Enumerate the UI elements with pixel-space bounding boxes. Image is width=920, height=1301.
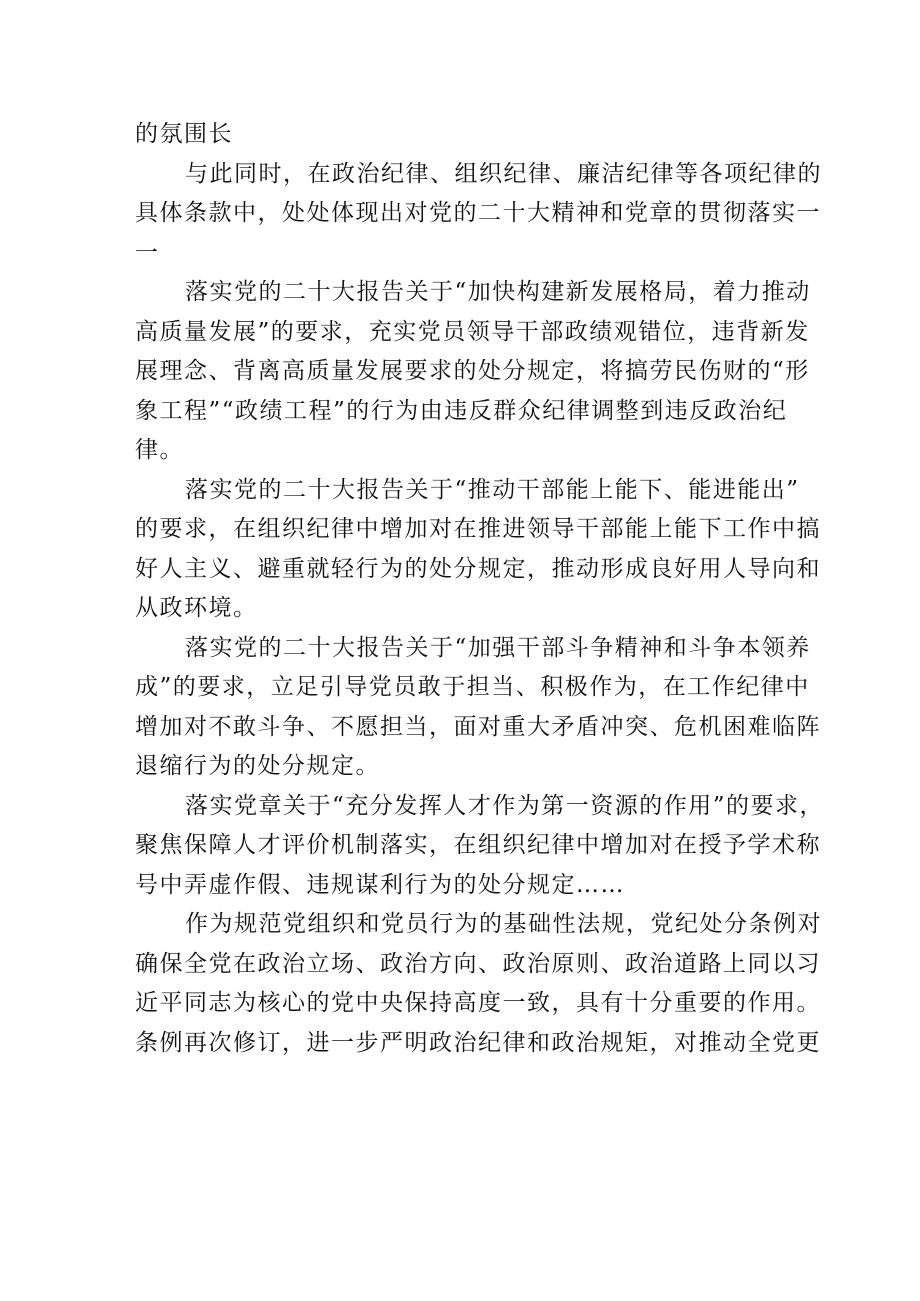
- text-line: 落实党的二十大报告关于“推动干部能上能下、能进能出”: [185, 476, 800, 503]
- text-line: 落实党章关于“充分发挥人才作为第一资源的作用”的要求，: [185, 792, 825, 819]
- text-line: 确保全党在政治立场、政治方向、政治原则、政治道路上同以习: [135, 950, 821, 977]
- text-line: 从政环境。: [135, 595, 258, 621]
- text-line: 象工程”“政绩工程”的行为由违反群众纪律调整到违反政治纪: [135, 397, 788, 424]
- text-line: 展理念、背离高质量发展要求的处分规定，将搞劳民伤财的“形: [135, 358, 810, 384]
- text-line: 条例再次修订，进一步严明政治纪律和政治规矩，对推动全党更: [135, 1029, 821, 1056]
- text-line: 落实党的二十大报告关于“加强干部斗争精神和斗争本领养: [185, 634, 811, 661]
- paragraph-meanwhile: [135, 155, 822, 274]
- text-line: 增加对不敢斗争、不愿担当，面对重大矛盾冲突、危机困难临阵: [135, 713, 821, 740]
- paragraph-talent-resource: [135, 787, 825, 906]
- text-line: 作为规范党组织和党员行为的基础性法规，党纪处分条例对: [185, 911, 822, 937]
- text-line: 落实党的二十大报告关于“加快构建新发展格局，着力推动: [185, 279, 811, 305]
- text-line: 与此同时，在政治纪律、组织纪律、廉洁纪律等各项纪律的: [185, 160, 822, 187]
- text-line: 的要求，在组织纪律中增加对在推进领导干部能上能下工作中搞: [135, 516, 821, 542]
- paragraph-regulation-role: [135, 905, 822, 1063]
- paragraph-fighting-spirit: [135, 629, 821, 787]
- text-line: 高质量发展”的要求，充实党员领导干部政绩观错位，违背新发: [135, 318, 810, 345]
- text-line: 一: [135, 239, 160, 266]
- text-line: 的氛围长: [135, 121, 233, 147]
- text-line: 号中弄虚作假、违规谋利行为的处分规定……: [135, 871, 625, 898]
- paragraph-continuation: [135, 115, 795, 155]
- paragraph-high-quality-development: [135, 273, 811, 471]
- text-line: 近平同志为核心的党中央保持高度一致，具有十分重要的作用。: [135, 990, 821, 1016]
- document-body: [135, 115, 825, 1063]
- text-line: 聚焦保障人才评价机制落实，在组织纪律中增加对在授予学术称: [135, 832, 821, 858]
- paragraph-cadre-promotion: [135, 471, 821, 629]
- text-line: 退缩行为的处分规定。: [135, 753, 380, 779]
- text-line: 律。: [135, 437, 184, 463]
- text-line: 好人主义、避重就轻行为的处分规定，推动形成良好用人导向和: [135, 555, 821, 582]
- text-line: 具体条款中，处处体现出对党的二十大精神和党章的贯彻落实一: [135, 200, 821, 226]
- text-line: 成”的要求，立足引导党员敢于担当、积极作为，在工作纪律中: [135, 674, 810, 700]
